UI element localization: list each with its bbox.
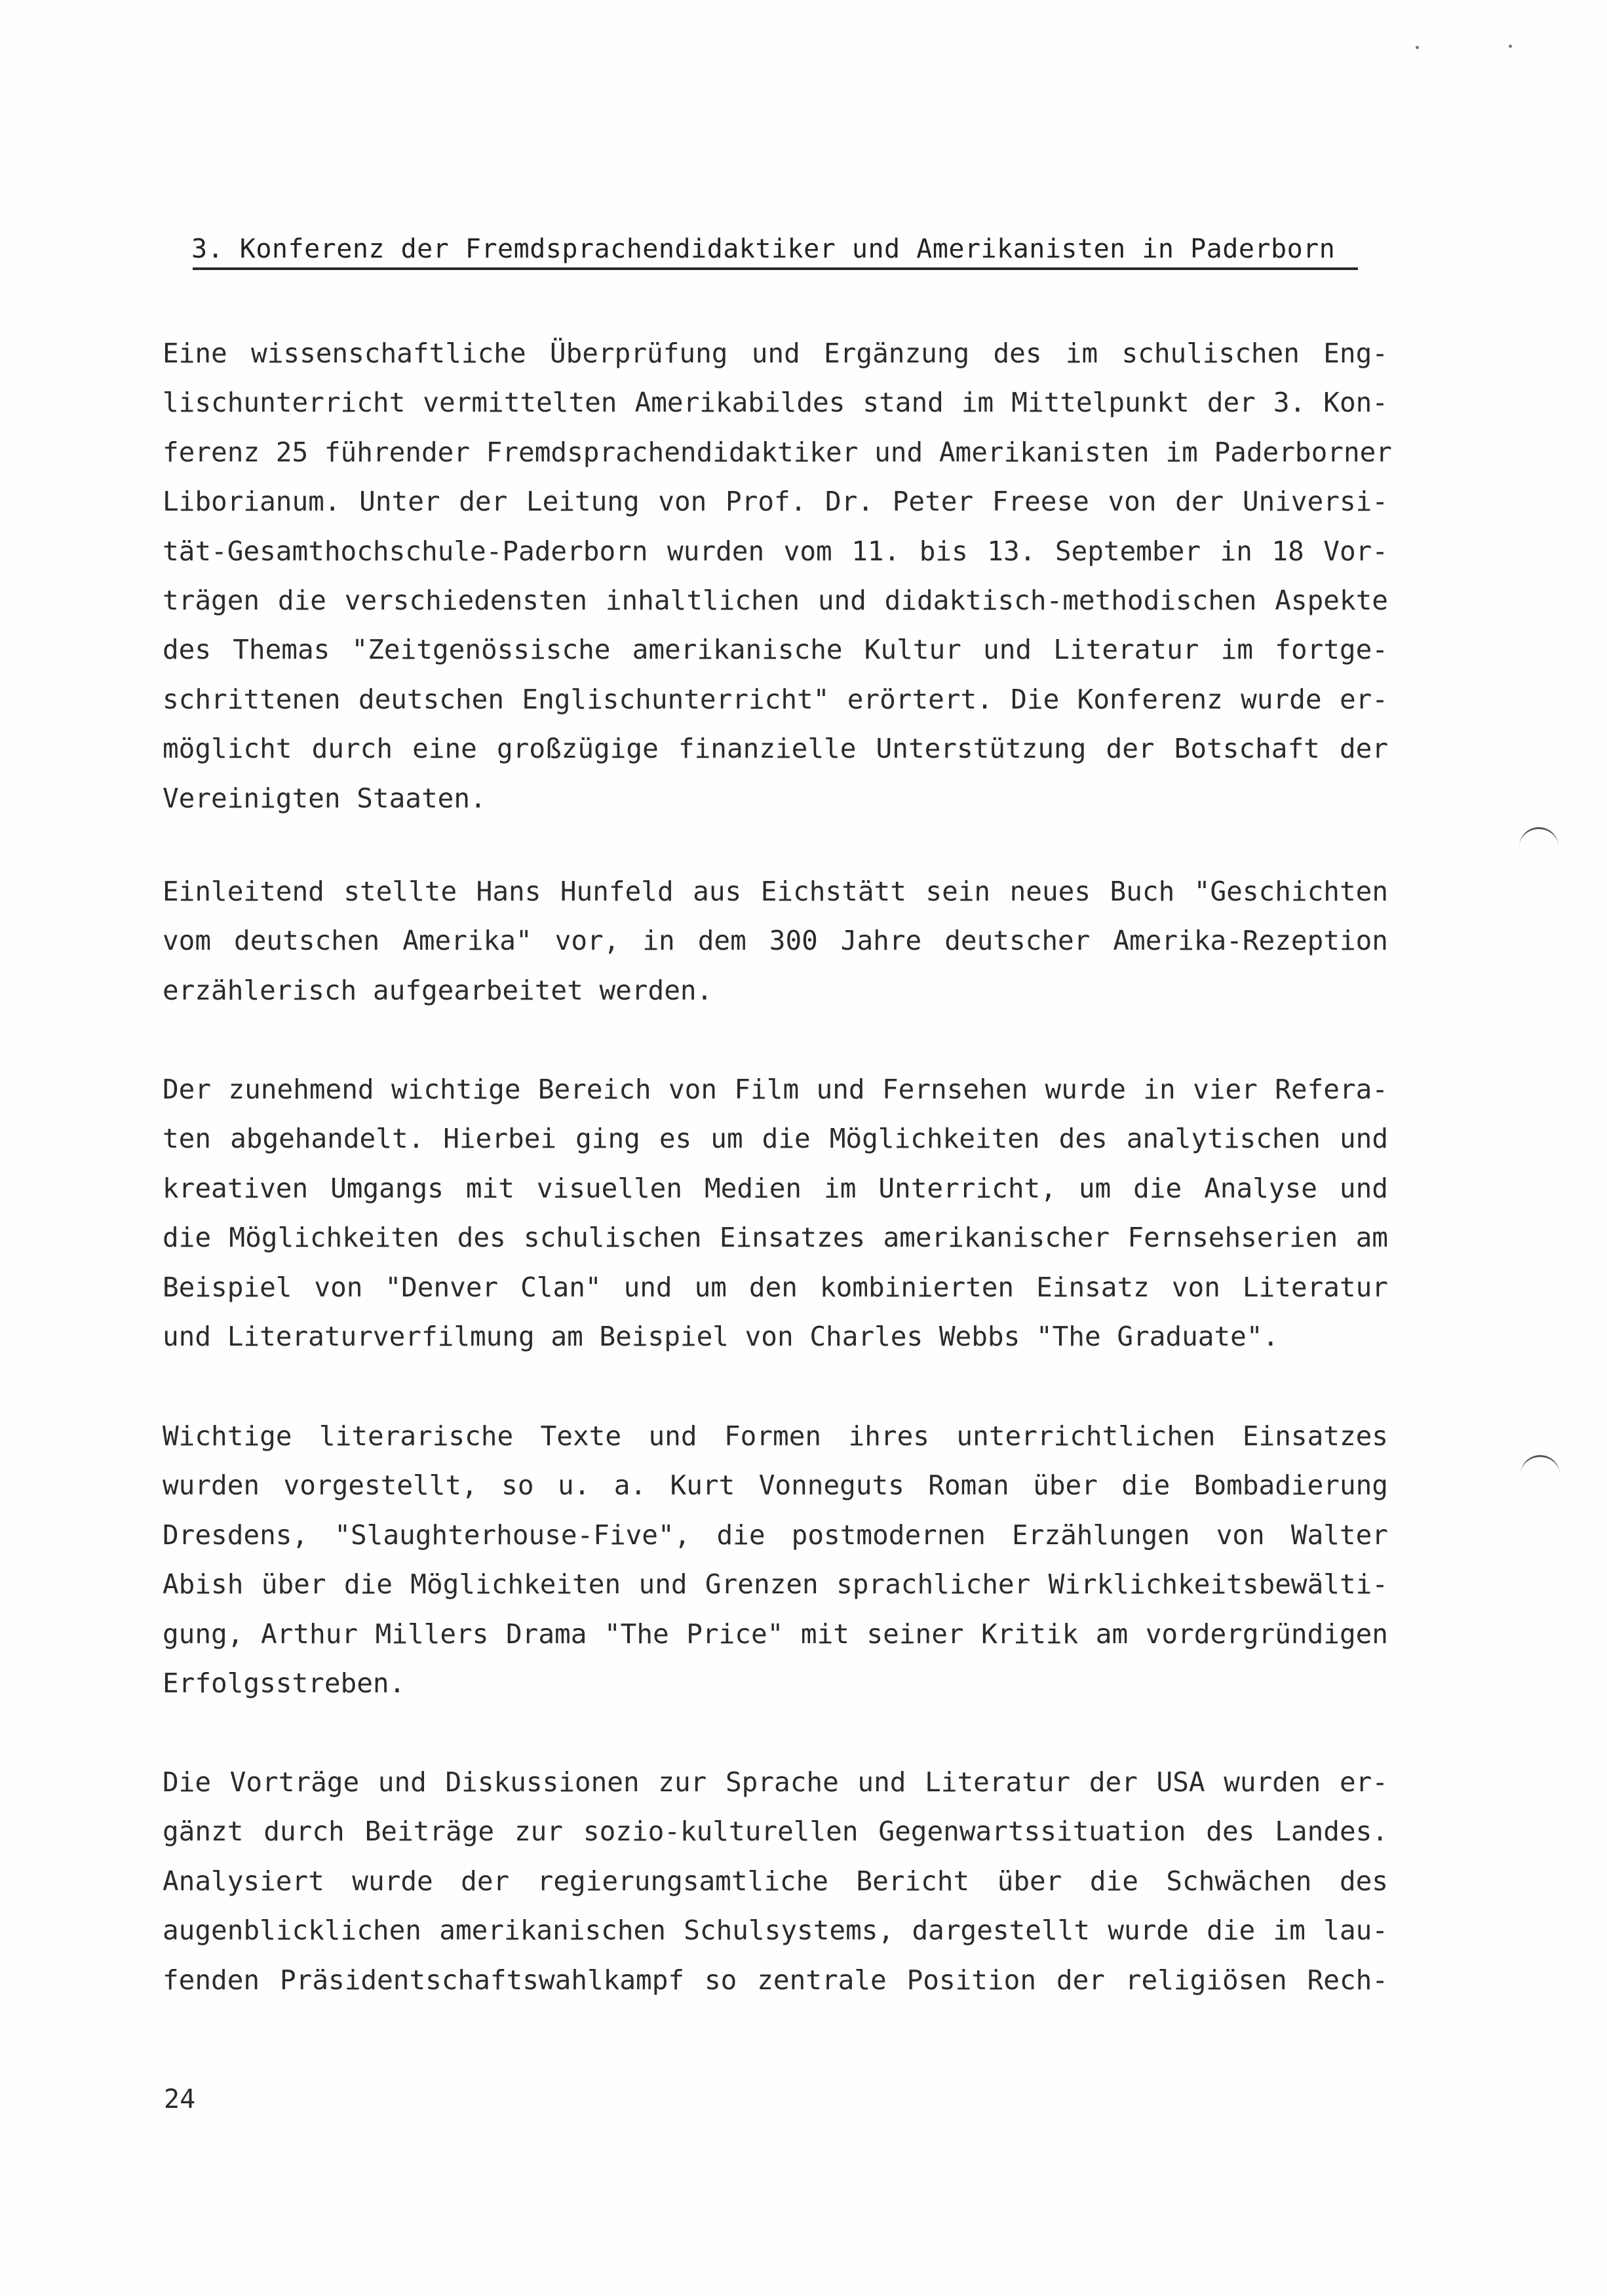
text-line: trägen die verschiedensten inhaltlichen und didaktisch-methodischen Aspekte bbox=[163, 584, 1388, 616]
text-line: Abish über die Möglichkeiten und Grenzen sprachlicher Wirklichkeitsbewälti- bbox=[163, 1568, 1388, 1601]
title-underline bbox=[193, 267, 1358, 270]
punch-hole-mark bbox=[1520, 1455, 1560, 1496]
text-line: tät-Gesamthochschule-Paderborn wurden vom 11. bis 13. September in 18 Vor- bbox=[163, 535, 1388, 567]
text-line: wurden vorgestellt, so u. a. Kurt Vonneguts Roman über die Bombadierung bbox=[163, 1469, 1388, 1502]
text-line: ten abgehandelt. Hierbei ging es um die Möglichkeiten des analytischen und bbox=[163, 1123, 1388, 1155]
text-line: gung, Arthur Millers Drama "The Price" mit seiner Kritik am vordergründigen bbox=[163, 1618, 1388, 1650]
scan-speck bbox=[1509, 45, 1512, 48]
scan-speck bbox=[1416, 46, 1419, 49]
text-line: Beispiel von "Denver Clan" und um den kombinierten Einsatz von Literatur bbox=[163, 1271, 1388, 1303]
text-line: und Literaturverfilmung am Beispiel von Charles Webbs "The Graduate". bbox=[163, 1320, 1279, 1352]
text-line: vom deutschen Amerika" vor, in dem 300 Jahre deutscher Amerika-Rezeption bbox=[163, 925, 1388, 957]
text-line: lischunterricht vermittelten Amerikabildes stand im Mittelpunkt der 3. Kon- bbox=[163, 387, 1388, 419]
text-line: ferenz 25 führender Fremdsprachendidaktiker und Amerikanisten im Paderborner bbox=[163, 436, 1392, 468]
text-line: augenblicklichen amerikanischen Schulsystems, dargestellt wurde die im lau- bbox=[163, 1915, 1388, 1947]
text-line: Analysiert wurde der regierungsamtliche Bericht über die Schwächen des bbox=[163, 1865, 1388, 1897]
text-line: die Möglichkeiten des schulischen Einsatzes amerikanischer Fernsehserien am bbox=[163, 1222, 1388, 1254]
text-line: erzählerisch aufgearbeitet werden. bbox=[163, 974, 713, 1006]
paragraph-5 bbox=[163, 1758, 1388, 2005]
paragraph-3 bbox=[163, 1065, 1388, 1361]
text-line: Vereinigten Staaten. bbox=[163, 782, 486, 814]
paragraph-4 bbox=[163, 1412, 1388, 1708]
text-line: Dresdens, "Slaughterhouse-Five", die postmodernen Erzählungen von Walter bbox=[163, 1519, 1388, 1551]
text-line: Der zunehmend wichtige Bereich von Film und Fernsehen wurde in vier Referа- bbox=[163, 1074, 1388, 1105]
text-line: Einleitend stellte Hans Hunfeld aus Eichstätt sein neues Buch "Geschichten bbox=[163, 876, 1388, 907]
text-line: gänzt durch Beiträge zur sozio-kulturellen Gegenwartssituation des Landes. bbox=[163, 1816, 1388, 1848]
text-line: des Themas "Zeitgenössische amerikanische Kultur und Literatur im fortge- bbox=[163, 634, 1388, 666]
punch-hole-mark bbox=[1519, 827, 1559, 868]
text-line: Die Vorträge und Diskussionen zur Sprache und Literatur der USA wurden er- bbox=[163, 1766, 1388, 1798]
text-line: Eine wissenschaftliche Überprüfung und Ergänzung des im schulischen Eng- bbox=[163, 338, 1388, 369]
text-line: Liborianum. Unter der Leitung von Prof. Dr. Peter Freese von der Universi- bbox=[163, 486, 1388, 518]
text-line: schrittenen deutschen Englischunterricht" erörtert. Die Konferenz wurde er- bbox=[163, 683, 1388, 715]
paragraph-1 bbox=[163, 329, 1392, 823]
document-title: 3. Konferenz der Fremdsprachendidaktiker und Amerikanisten in Paderborn bbox=[191, 234, 1336, 264]
text-line: fenden Präsidentschaftswahlkampf so zentrale Position der religiösen Rech- bbox=[163, 1964, 1388, 1996]
text-line: kreativen Umgangs mit visuellen Medien im Unterricht, um die Analyse und bbox=[163, 1172, 1388, 1204]
paragraph-2 bbox=[163, 867, 1388, 1015]
text-line: Erfolgsstreben. bbox=[163, 1667, 406, 1699]
text-line: möglicht durch eine großzügige finanzielle Unterstützung der Botschaft der bbox=[163, 733, 1388, 765]
page-number: 24 bbox=[164, 2084, 196, 2114]
text-line: Wichtige literarische Texte und Formen ihres unterrichtlichen Einsatzes bbox=[163, 1420, 1388, 1452]
